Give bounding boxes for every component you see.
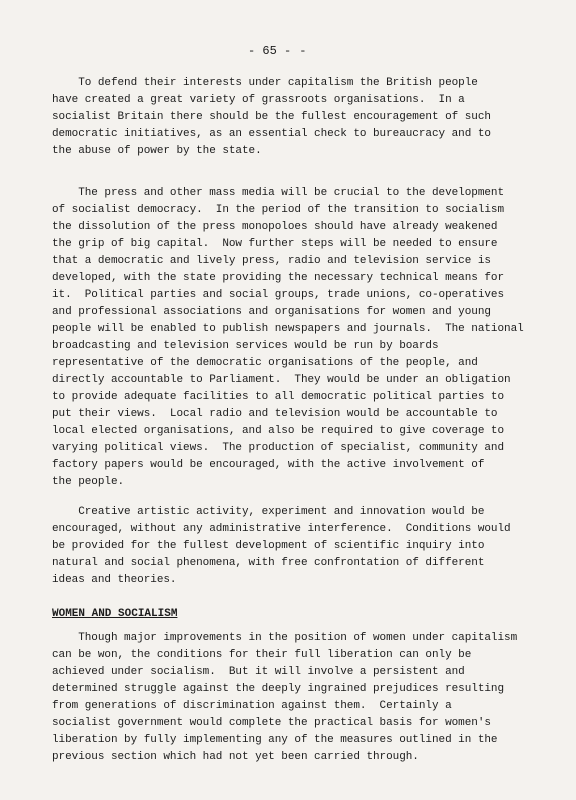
- section-heading: WOMEN AND SOCIALISM: [52, 608, 178, 620]
- paragraph-grassroots: To defend their interests under capitalism the British people have created a great variety of grassroots organisations. In a socialist Britain there should be the fullest encouragement of such democratic initiatives, as an essential check to bureaucracy and to the abuse of power by the state.: [52, 77, 491, 157]
- page-number: [248, 44, 306, 58]
- page-mark: -: [299, 44, 307, 58]
- paragraph-press-media: The press and other mass media will be crucial to the development of socialist democracy. In the period of the transition to socialism the dissolution of the press monopoloes should have already weakened the grip of big capital. Now further steps will be needed to ensure that a democratic and lively press, radio and television service is developed, with the state providing the necessary technical means for it. Political parties and social groups, trade unions, co-operatives and professional associations and organisations for women and young people will be enabled to publish newspapers and journals. The national broadcasting and television services would be run by boards representative of the democratic organisations of the people, and directly accountable to Parliament. They would be under an obligation to provide adequate facilities to all democratic political parties to put their views. Local radio and television would be accountable to local elected organisations, and also be required to give coverage to varying political views. The production of specialist, community and factory papers would be encouraged, with the active involvement of the people.: [52, 187, 524, 488]
- paragraph-creative-activity: Creative artistic activity, experiment and innovation would be encouraged, without any administrative interference. Conditions would be provided for the fullest development of scientific inquiry into natural and social phenomena, with free confrontation of different ideas and theories.: [52, 506, 511, 586]
- page-number-text: - 65 -: [248, 44, 292, 58]
- paragraph-women-socialism: Though major improvements in the position of women under capitalism can be won, the conditions for their full liberation can only be achieved under socialism. But it will involve a persistent and determined struggle against the deeply ingrained prejudices resulting from generations of discrimination against them. Certainly a socialist government would complete the practical basis for women's liberation by fully implementing any of the measures outlined in the previous section which had not yet been carried through.: [52, 632, 518, 763]
